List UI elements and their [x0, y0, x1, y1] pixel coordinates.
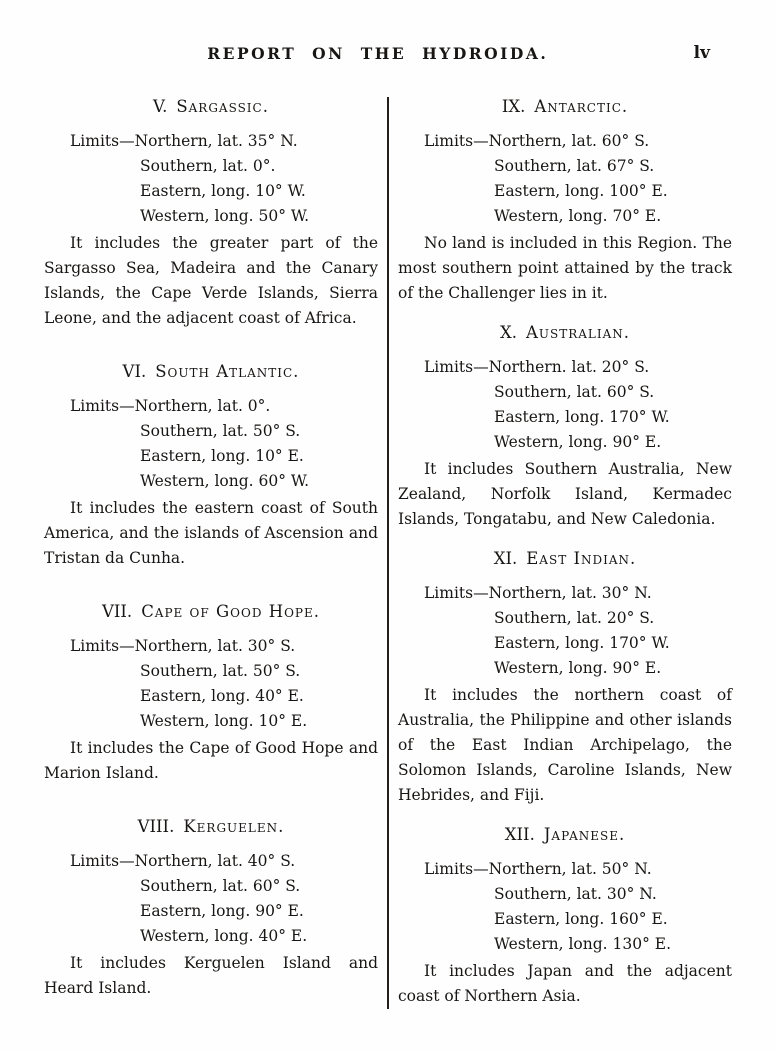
- limits-label: Limits—: [70, 132, 135, 150]
- limit-line: Western, long. 90° E.: [494, 433, 662, 451]
- section-antarctic: [398, 97, 732, 306]
- limit-line: [70, 129, 378, 154]
- limit-line: Western, long. 90° E.: [494, 659, 662, 677]
- limits-label: Limits—: [424, 358, 489, 376]
- limit-line: Western, long. 50° W.: [140, 207, 310, 225]
- limits-label: Limits—: [70, 852, 135, 870]
- limit-line: Eastern, long. 10° E.: [140, 447, 304, 465]
- limit-line: Western, long. 40° E.: [140, 927, 308, 945]
- section-paragraph: It includes Southern Australia, New Zealand, Norfolk Island, Kermadec Islands, Tongatabu, and New Caledonia.: [398, 460, 732, 528]
- right-column: [389, 97, 732, 1009]
- section-title: Australian.: [525, 323, 631, 342]
- section-heading: [398, 97, 732, 116]
- section-australian: [398, 323, 732, 532]
- section-numeral: IX.: [501, 97, 526, 116]
- limit-line: Southern, lat. 67° S.: [494, 157, 655, 175]
- page-title: REPORT ON THE HYDROIDA.: [207, 44, 549, 63]
- limits-block: [70, 129, 378, 229]
- section-paragraph: No land is included in this Region. The most southern point attained by the track of the Challenger lies in it.: [398, 234, 732, 302]
- section-title: Kerguelen.: [183, 817, 285, 836]
- limit-line: [424, 129, 732, 154]
- limits-label: Limits—: [424, 860, 489, 878]
- section-south-atlantic: [44, 362, 378, 571]
- section-heading: [44, 362, 378, 381]
- section-numeral: VIII.: [137, 817, 175, 836]
- section-paragraph: It includes Kerguelen Island and Heard Island.: [44, 954, 378, 997]
- limits-block: [70, 634, 378, 734]
- limit-line: Western, long. 60° W.: [140, 472, 310, 490]
- limit-line: Western, long. 10° E.: [140, 712, 308, 730]
- limit-line: [424, 355, 732, 380]
- section-numeral: VII.: [101, 602, 133, 621]
- two-column-layout: [44, 97, 732, 1009]
- section-title: South Atlantic.: [155, 362, 300, 381]
- section-title: Cape of Good Hope.: [141, 602, 320, 621]
- section-paragraph: It includes the Cape of Good Hope and Marion Island.: [44, 739, 378, 782]
- section-paragraph: It includes the greater part of the Sargasso Sea, Madeira and the Canary Islands, the Cape Verde Islands, Sierra Leone, and the adjacent coast of Africa.: [44, 234, 378, 327]
- section-sargassic: [44, 97, 378, 331]
- limit-line: Eastern, long. 100° E.: [494, 182, 668, 200]
- section-heading: [398, 549, 732, 568]
- section-heading: [398, 323, 732, 342]
- limit-value: Northern, lat. 35° N.: [134, 132, 298, 150]
- section-heading: [398, 825, 732, 844]
- section-heading: [44, 602, 378, 621]
- section-title: East Indian.: [526, 549, 637, 568]
- limits-block: [424, 857, 732, 957]
- section-numeral: X.: [499, 323, 517, 342]
- limit-value: Northern, lat. 60° S.: [488, 132, 650, 150]
- limit-line: Eastern, long. 160° E.: [494, 910, 668, 928]
- limit-line: Eastern, long. 170° W.: [494, 408, 670, 426]
- section-numeral: XI.: [493, 549, 518, 568]
- limit-line: Southern, lat. 60° S.: [140, 877, 301, 895]
- limits-label: Limits—: [424, 132, 489, 150]
- limit-value: Northern, lat. 0°.: [134, 397, 271, 415]
- limit-line: Southern, lat. 0°.: [140, 157, 276, 175]
- limit-line: Southern, lat. 50° S.: [140, 662, 301, 680]
- section-title: Sargassic.: [176, 97, 269, 116]
- section-numeral: XII.: [504, 825, 535, 844]
- limits-label: Limits—: [424, 584, 489, 602]
- page-header: [44, 44, 732, 66]
- section-paragraph: It includes the northern coast of Australia, the Philippine and other islands of the East Indian Archipelago, the Solomon Islands, Caroline Islands, New Hebrides, and Fiji.: [398, 686, 732, 804]
- section-numeral: VI.: [122, 362, 147, 381]
- limits-block: [424, 129, 732, 229]
- limits-label: Limits—: [70, 397, 135, 415]
- limit-value: Northern, lat. 30° S.: [134, 637, 296, 655]
- limits-block: [70, 394, 378, 494]
- limit-line: [70, 634, 378, 659]
- section-kerguelen: [44, 817, 378, 1001]
- limit-line: Western, long. 130° E.: [494, 935, 671, 953]
- section-heading: [44, 97, 378, 116]
- limit-line: Southern, lat. 60° S.: [494, 383, 655, 401]
- section-japanese: [398, 825, 732, 1009]
- limit-line: [70, 849, 378, 874]
- limit-value: Northern. lat. 20° S.: [488, 358, 650, 376]
- limit-value: Northern, lat. 30° N.: [488, 584, 652, 602]
- limit-line: [424, 581, 732, 606]
- limit-line: Southern, lat. 50° S.: [140, 422, 301, 440]
- limit-value: Northern, lat. 50° N.: [488, 860, 652, 878]
- limits-block: [70, 849, 378, 949]
- section-paragraph: It includes Japan and the adjacent coast of Northern Asia.: [398, 962, 732, 1005]
- limit-line: Eastern, long. 40° E.: [140, 687, 304, 705]
- limits-label: Limits—: [70, 637, 135, 655]
- limits-block: [424, 581, 732, 681]
- limit-line: Southern, lat. 20° S.: [494, 609, 655, 627]
- limit-line: Southern, lat. 30° N.: [494, 885, 657, 903]
- limit-line: Eastern, long. 90° E.: [140, 902, 304, 920]
- page-number: lv: [693, 43, 710, 63]
- section-numeral: V.: [153, 97, 168, 116]
- section-heading: [44, 817, 378, 836]
- limit-line: Eastern, long. 10° W.: [140, 182, 306, 200]
- section-title: Japanese.: [543, 825, 626, 844]
- section-east-indian: [398, 549, 732, 808]
- limit-line: Western, long. 70° E.: [494, 207, 662, 225]
- section-paragraph: It includes the eastern coast of South America, and the islands of Ascension and Tristan da Cunha.: [44, 499, 378, 567]
- limit-line: Eastern, long. 170° W.: [494, 634, 670, 652]
- limit-line: [70, 394, 378, 419]
- left-column: [44, 97, 387, 1009]
- limit-value: Northern, lat. 40° S.: [134, 852, 296, 870]
- section-title: Antarctic.: [534, 97, 629, 116]
- limits-block: [424, 355, 732, 455]
- limit-line: [424, 857, 732, 882]
- section-cape-of-good-hope: [44, 602, 378, 786]
